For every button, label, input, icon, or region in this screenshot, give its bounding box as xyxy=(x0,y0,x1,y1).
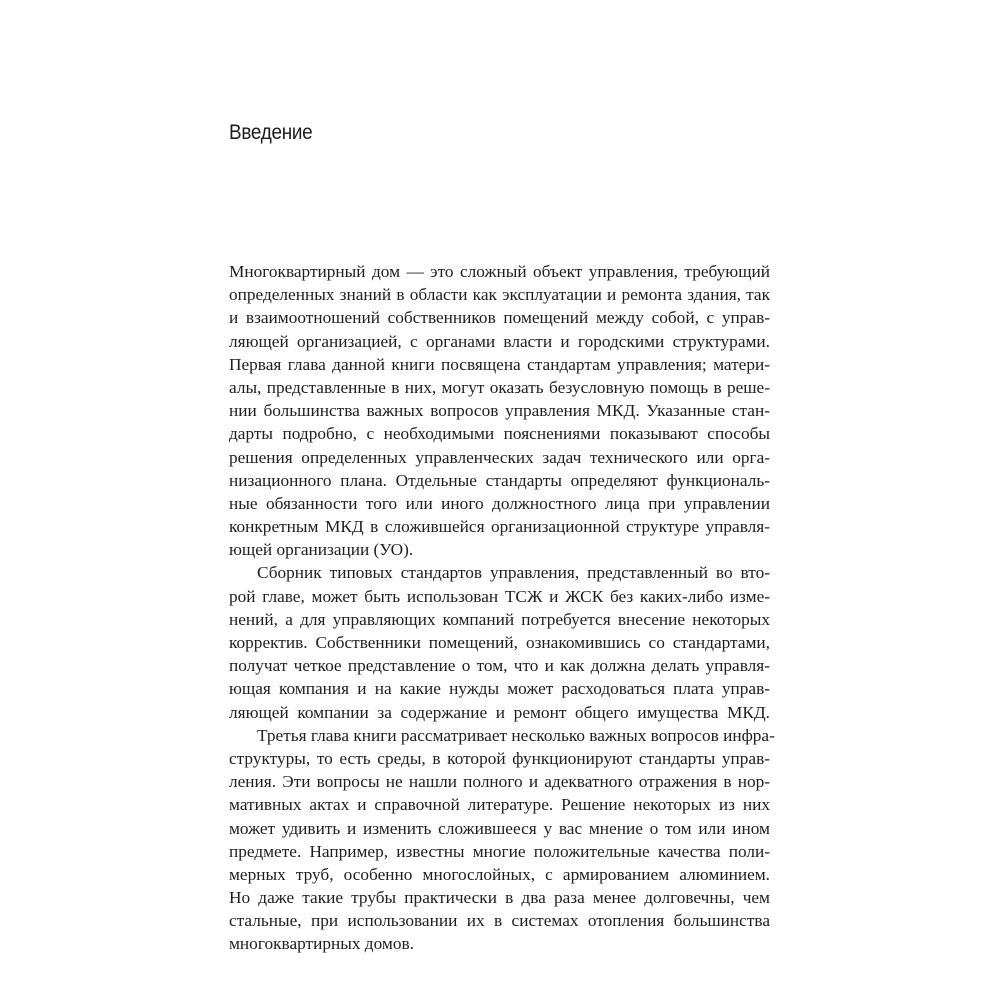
text-line: решения определенных управленческих задач технического или орга- xyxy=(229,447,770,467)
text-line: Третья глава книги рассматривает несколько важных вопросов инфра- xyxy=(257,725,775,745)
text-line: может удивить и изменить сложившееся у вас мнение о том или ином xyxy=(229,818,770,838)
text-line: стальные, при использовании их в системах отопления большинства xyxy=(229,911,770,931)
text-line: Сборник типовых стандартов управления, представленный во вто- xyxy=(257,563,770,583)
chapter-title: Введение xyxy=(229,121,313,144)
text-line: получат четкое представление о том, что и как должна делать управля- xyxy=(229,656,770,676)
text-line: нии большинства важных вопросов управления МКД. Указанные стан- xyxy=(229,401,770,421)
text-line: ляющей организацией, с органами власти и городскими структурами. xyxy=(229,331,770,351)
text-line: корректив. Собственники помещений, ознакомившись со стандартами, xyxy=(229,633,770,652)
text-line: мерных труб, особенно многослойных, с армированием алюминием. xyxy=(229,864,770,884)
text-line: нений, а для управляющих компаний потребуется внесение некоторых xyxy=(229,609,770,629)
text-line: ющей организации (УО). xyxy=(229,540,414,560)
text-line: низационного плана. Отдельные стандарты определяют функциональ- xyxy=(229,470,770,490)
text-line: ющая компания и на какие нужды может расходоваться плата управ- xyxy=(229,679,770,699)
text-line: ляющей компании за содержание и ремонт общего имущества МКД. xyxy=(229,702,770,722)
text-line: структуры, то есть среды, в которой функционируют стандарты управ- xyxy=(229,748,770,768)
text-line: и взаимоотношений собственников помещений между собой, с управ- xyxy=(229,308,770,328)
paragraph-3 xyxy=(229,724,775,956)
text-line: алы, представленные в них, могут оказать безусловную помощь в реше- xyxy=(229,377,770,397)
text-line: ные обязанности того или иного должностного лица при управлении xyxy=(229,493,770,513)
text-line: Многоквартирный дом — это сложный объект управления, требующий xyxy=(229,262,770,281)
body-text xyxy=(229,260,775,956)
paragraph-1 xyxy=(229,260,770,561)
text-line: конкретным МКД в сложившейся организационной структуре управля- xyxy=(229,517,770,537)
text-line: многоквартирных домов. xyxy=(229,934,414,954)
text-line: предмете. Например, известны многие положительные качества поли- xyxy=(229,841,770,861)
text-line: Первая глава данной книги посвящена стандартам управления; матери- xyxy=(229,354,770,374)
text-line: Но даже такие трубы практически в два раза менее долговечны, чем xyxy=(229,888,770,908)
text-line: ления. Эти вопросы не нашли полного и адекватного отражения в нор- xyxy=(229,772,770,792)
text-line: рой главе, может быть использован ТСЖ и ЖСК без каких-либо изме- xyxy=(229,586,770,606)
paragraph-2 xyxy=(229,561,770,723)
text-line: дарты подробно, с необходимыми пояснениями показывают способы xyxy=(229,424,770,444)
text-line: определенных знаний в области как эксплуатации и ремонта здания, так xyxy=(229,285,770,305)
text-line: мативных актах и справочной литературе. Решение некоторых из них xyxy=(229,795,770,815)
